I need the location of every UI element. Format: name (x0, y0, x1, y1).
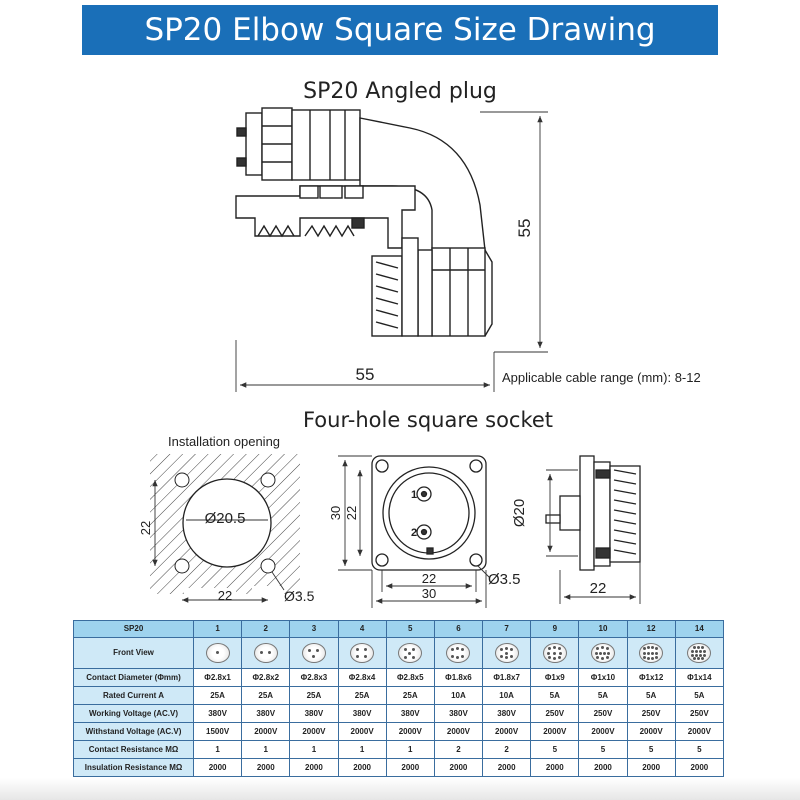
socket-front-view (372, 456, 486, 570)
table-cell: 2000V (242, 723, 290, 741)
pin-layout-icon (290, 638, 338, 669)
table-cell: 380V (338, 705, 386, 723)
header-cell: 14 (675, 621, 723, 638)
table-cell: 380V (290, 705, 338, 723)
pin-layout-icon (338, 638, 386, 669)
pin-layout-icon (194, 638, 242, 669)
bottom-shadow (0, 778, 800, 800)
table-cell: 2000 (675, 759, 723, 777)
table-cell: 5A (579, 687, 627, 705)
pin-layout-icon (242, 638, 290, 669)
pin-1-label: 1 (411, 489, 418, 501)
table-cell: 250V (627, 705, 675, 723)
table-cell: Φ1.8x7 (483, 669, 531, 687)
table-cell: 2000V (386, 723, 434, 741)
opening-hole-dia-label: Ø3.5 (284, 588, 315, 604)
header-cell: 7 (483, 621, 531, 638)
front-outer-h-label: 30 (421, 586, 437, 601)
header-cell: 3 (290, 621, 338, 638)
table-cell: Φ1x14 (675, 669, 723, 687)
front-inner-h-label: 22 (421, 571, 437, 586)
table-cell: 5 (627, 741, 675, 759)
table-cell: 2000 (242, 759, 290, 777)
table-header-row (74, 621, 724, 638)
table-cell: Φ2.8x3 (290, 669, 338, 687)
table-cell: 1500V (194, 723, 242, 741)
table-cell: 5 (531, 741, 579, 759)
table-row (74, 669, 724, 687)
table-cell: 1 (242, 741, 290, 759)
front-view-row (74, 638, 724, 669)
table-cell: 2 (434, 741, 482, 759)
socket-side-view (546, 456, 640, 570)
opening-hspacing-label: 22 (217, 588, 233, 603)
row-label: Working Voltage (AC.V) (74, 705, 194, 723)
installation-opening-drawing (150, 454, 300, 604)
pin-layout-icon (627, 638, 675, 669)
row-label: Insulation Resistance MΩ (74, 759, 194, 777)
plug-height-label: 55 (515, 218, 534, 238)
table-cell: 2000V (627, 723, 675, 741)
table-row (74, 687, 724, 705)
table-row (74, 705, 724, 723)
table-cell: 2000 (531, 759, 579, 777)
table-cell: 250V (675, 705, 723, 723)
pin-layout-icon (675, 638, 723, 669)
banner-title: SP20 Elbow Square Size Drawing (82, 5, 718, 55)
table-cell: 1 (338, 741, 386, 759)
pin-layout-icon (531, 638, 579, 669)
table-cell: 25A (386, 687, 434, 705)
table-cell: 1 (194, 741, 242, 759)
opening-vspacing-label: 22 (138, 520, 153, 536)
front-hole-dia-label: Ø3.5 (488, 571, 521, 588)
table-cell: 380V (434, 705, 482, 723)
table-cell: Φ2.8x4 (338, 669, 386, 687)
table-cell: 25A (194, 687, 242, 705)
table-cell: 2 (483, 741, 531, 759)
header-cell: 4 (338, 621, 386, 638)
table-cell: 250V (579, 705, 627, 723)
table-cell: 2000V (531, 723, 579, 741)
table-cell: Φ1.8x6 (434, 669, 482, 687)
table-row (74, 759, 724, 777)
installation-opening-label: Installation opening (168, 434, 281, 449)
header-cell: 12 (627, 621, 675, 638)
table-cell: 25A (290, 687, 338, 705)
opening-diameter-label: Ø20.5 (204, 510, 246, 527)
front-view-label: Front View (74, 638, 194, 669)
table-cell: 380V (194, 705, 242, 723)
header-cell: 10 (579, 621, 627, 638)
pin-layout-icon (483, 638, 531, 669)
spec-table (73, 620, 724, 777)
row-label: Withstand Voltage (AC.V) (74, 723, 194, 741)
table-row (74, 723, 724, 741)
cable-range-note: Applicable cable range (mm): 8-12 (502, 370, 701, 385)
table-cell: 10A (483, 687, 531, 705)
front-outer-v-label: 30 (328, 505, 343, 521)
row-label: Contact Resistance MΩ (74, 741, 194, 759)
table-cell: 5A (675, 687, 723, 705)
table-cell: 10A (434, 687, 482, 705)
header-cell: 2 (242, 621, 290, 638)
table-cell: 2000 (579, 759, 627, 777)
header-cell: 6 (434, 621, 482, 638)
table-cell: Φ2.8x1 (194, 669, 242, 687)
table-cell: 2000V (290, 723, 338, 741)
plug-width-label: 55 (355, 365, 375, 384)
plug-title: SP20 Angled plug (303, 79, 497, 104)
table-cell: 5A (627, 687, 675, 705)
row-label: Contact Diameter (Φmm) (74, 669, 194, 687)
table-cell: 25A (338, 687, 386, 705)
table-cell: 380V (242, 705, 290, 723)
angled-plug-drawing (236, 108, 492, 336)
side-diameter-label: Ø20 (511, 498, 528, 528)
side-length-label: 22 (589, 580, 607, 597)
table-cell: 2000 (290, 759, 338, 777)
table-cell: 1 (386, 741, 434, 759)
table-cell: 2000 (483, 759, 531, 777)
header-cell: SP20 (74, 621, 194, 638)
header-cell: 1 (194, 621, 242, 638)
socket-title: Four-hole square socket (302, 408, 554, 432)
front-inner-v-label: 22 (344, 505, 359, 521)
table-cell: 5 (579, 741, 627, 759)
table-cell: 2000 (434, 759, 482, 777)
table-cell: 5A (531, 687, 579, 705)
header-cell: 5 (386, 621, 434, 638)
pin-layout-icon (386, 638, 434, 669)
table-cell: 380V (483, 705, 531, 723)
table-cell: 2000 (627, 759, 675, 777)
table-row (74, 741, 724, 759)
table-cell: 25A (242, 687, 290, 705)
table-cell: 2000V (434, 723, 482, 741)
table-cell: 5 (675, 741, 723, 759)
table-cell: 2000V (675, 723, 723, 741)
header-cell: 9 (531, 621, 579, 638)
table-cell: 2000 (338, 759, 386, 777)
table-cell: 250V (531, 705, 579, 723)
row-label: Rated Current A (74, 687, 194, 705)
pin-layout-icon (579, 638, 627, 669)
table-cell: Φ1x12 (627, 669, 675, 687)
table-cell: 380V (386, 705, 434, 723)
table-cell: Φ2.8x5 (386, 669, 434, 687)
table-cell: 1 (290, 741, 338, 759)
table-cell: Φ1x10 (579, 669, 627, 687)
table-cell: Φ1x9 (531, 669, 579, 687)
pin-2-label: 2 (411, 527, 418, 539)
table-cell: Φ2.8x2 (242, 669, 290, 687)
table-cell: 2000V (483, 723, 531, 741)
table-cell: 2000V (338, 723, 386, 741)
table-cell: 2000V (579, 723, 627, 741)
table-cell: 2000 (386, 759, 434, 777)
table-cell: 2000 (194, 759, 242, 777)
pin-layout-icon (434, 638, 482, 669)
